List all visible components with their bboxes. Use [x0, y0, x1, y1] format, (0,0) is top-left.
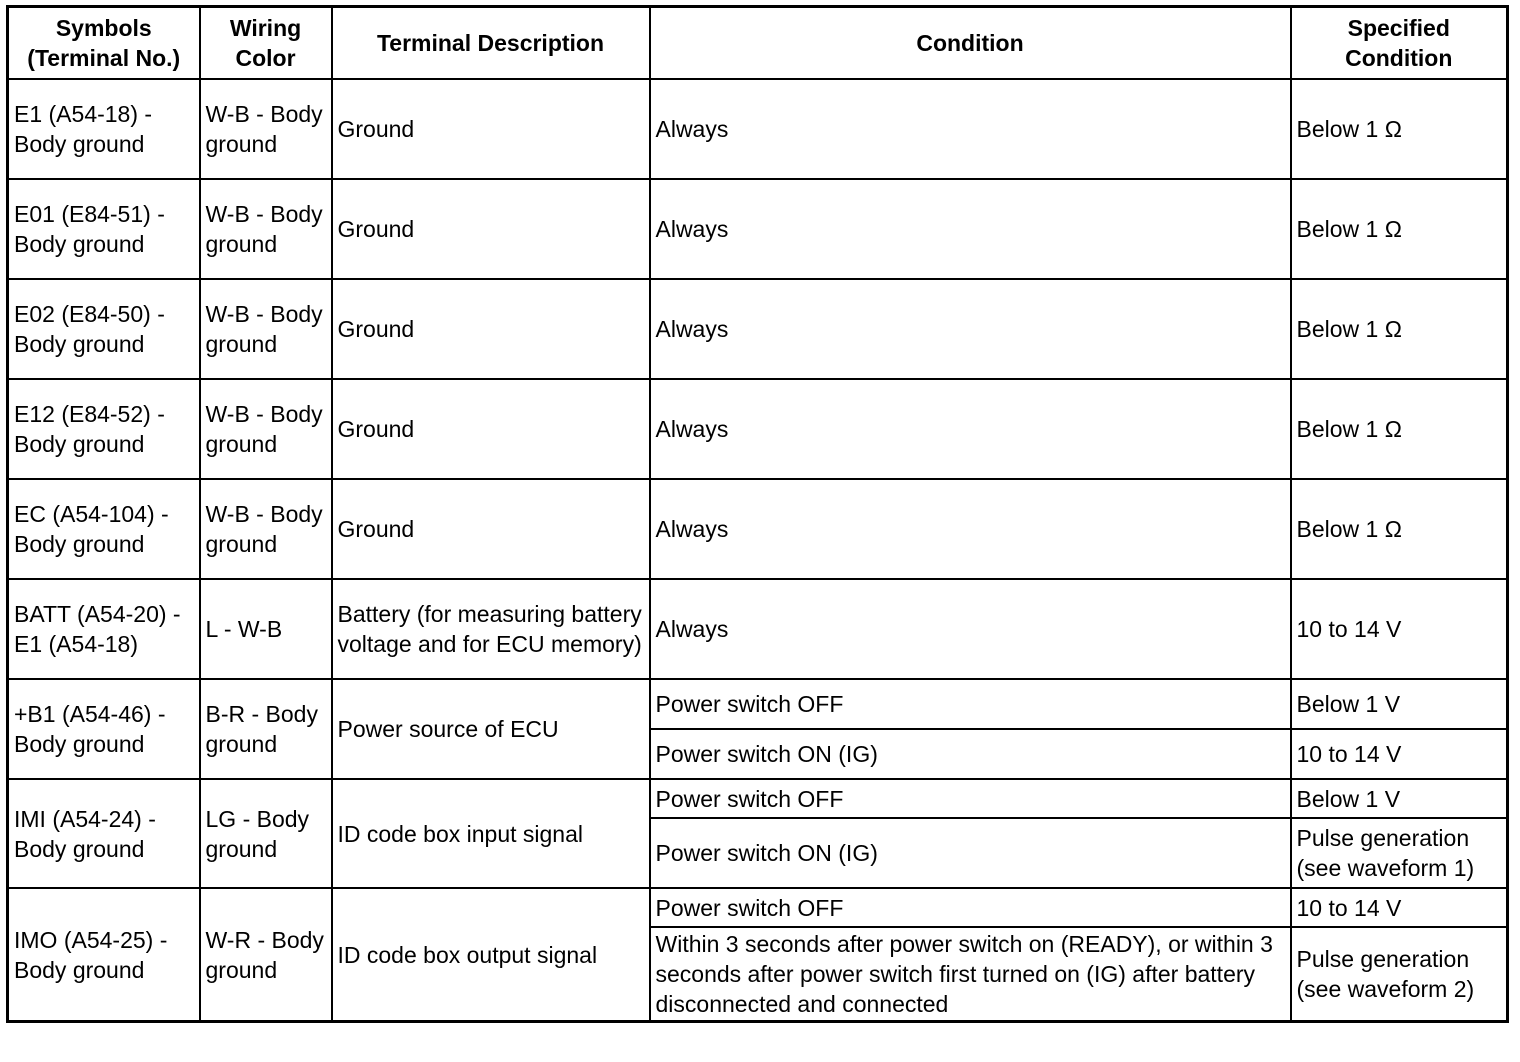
symbol-cell: BATT (A54-20) - E1 (A54-18)	[8, 579, 200, 679]
symbol-cell: EC (A54-104) - Body ground	[8, 479, 200, 579]
header-condition: Condition	[650, 7, 1291, 80]
description-cell: Ground	[332, 279, 650, 379]
terminal-spec-table	[6, 5, 1509, 1023]
description-cell: Ground	[332, 79, 650, 179]
condition-cell: Power switch ON (IG)	[650, 729, 1291, 779]
specified-cell: Below 1 Ω	[1291, 279, 1508, 379]
symbol-cell: IMO (A54-25) - Body ground	[8, 888, 200, 1022]
symbol-cell: E1 (A54-18) - Body ground	[8, 79, 200, 179]
wiring-color-cell: W-R - Body ground	[200, 888, 332, 1022]
symbol-cell: E02 (E84-50) - Body ground	[8, 279, 200, 379]
specified-cell: Below 1 Ω	[1291, 479, 1508, 579]
description-cell: ID code box input signal	[332, 779, 650, 888]
table-row	[8, 479, 1508, 579]
specified-cell: 10 to 14 V	[1291, 888, 1508, 927]
header-row	[8, 7, 1508, 80]
specified-cell: Below 1 Ω	[1291, 179, 1508, 279]
wiring-color-cell: W-B - Body ground	[200, 479, 332, 579]
wiring-color-cell: L - W-B	[200, 579, 332, 679]
symbol-cell: IMI (A54-24) - Body ground	[8, 779, 200, 888]
symbol-cell: E01 (E84-51) - Body ground	[8, 179, 200, 279]
wiring-color-cell: B-R - Body ground	[200, 679, 332, 779]
table-row	[8, 379, 1508, 479]
wiring-color-cell: W-B - Body ground	[200, 379, 332, 479]
condition-cell: Always	[650, 479, 1291, 579]
description-cell: ID code box output signal	[332, 888, 650, 1022]
specified-cell: 10 to 14 V	[1291, 579, 1508, 679]
specified-cell: 10 to 14 V	[1291, 729, 1508, 779]
condition-cell: Power switch OFF	[650, 679, 1291, 729]
symbol-cell: E12 (E84-52) - Body ground	[8, 379, 200, 479]
condition-cell: Always	[650, 179, 1291, 279]
table-row	[8, 679, 1508, 729]
header-terminal-description: Terminal Description	[332, 7, 650, 80]
specified-cell: Pulse generation (see waveform 1)	[1291, 818, 1508, 888]
symbol-cell: +B1 (A54-46) - Body ground	[8, 679, 200, 779]
description-cell: Ground	[332, 179, 650, 279]
condition-cell: Always	[650, 379, 1291, 479]
description-cell: Battery (for measuring battery voltage and for ECU memory)	[332, 579, 650, 679]
specified-cell: Below 1 V	[1291, 779, 1508, 818]
condition-cell: Always	[650, 279, 1291, 379]
condition-cell: Always	[650, 579, 1291, 679]
header-specified-condition: Specified Condition	[1291, 7, 1508, 80]
header-wiring-color: Wiring Color	[200, 7, 332, 80]
wiring-color-cell: W-B - Body ground	[200, 79, 332, 179]
condition-cell: Power switch OFF	[650, 888, 1291, 927]
table-row	[8, 79, 1508, 179]
condition-cell: Always	[650, 79, 1291, 179]
description-cell: Power source of ECU	[332, 679, 650, 779]
specified-cell: Below 1 Ω	[1291, 79, 1508, 179]
wiring-color-cell: LG - Body ground	[200, 779, 332, 888]
condition-cell: Within 3 seconds after power switch on (READY), or within 3 seconds after power switch first turned on (IG) after battery disconnected and connected	[650, 927, 1291, 1022]
table-row	[8, 888, 1508, 927]
table-row	[8, 779, 1508, 818]
table-row	[8, 579, 1508, 679]
header-symbols: Symbols (Terminal No.)	[8, 7, 200, 80]
condition-cell: Power switch ON (IG)	[650, 818, 1291, 888]
wiring-color-cell: W-B - Body ground	[200, 279, 332, 379]
specified-cell: Pulse generation (see waveform 2)	[1291, 927, 1508, 1022]
specified-cell: Below 1 Ω	[1291, 379, 1508, 479]
specified-cell: Below 1 V	[1291, 679, 1508, 729]
condition-cell: Power switch OFF	[650, 779, 1291, 818]
table-row	[8, 279, 1508, 379]
description-cell: Ground	[332, 379, 650, 479]
description-cell: Ground	[332, 479, 650, 579]
table-row	[8, 179, 1508, 279]
wiring-color-cell: W-B - Body ground	[200, 179, 332, 279]
